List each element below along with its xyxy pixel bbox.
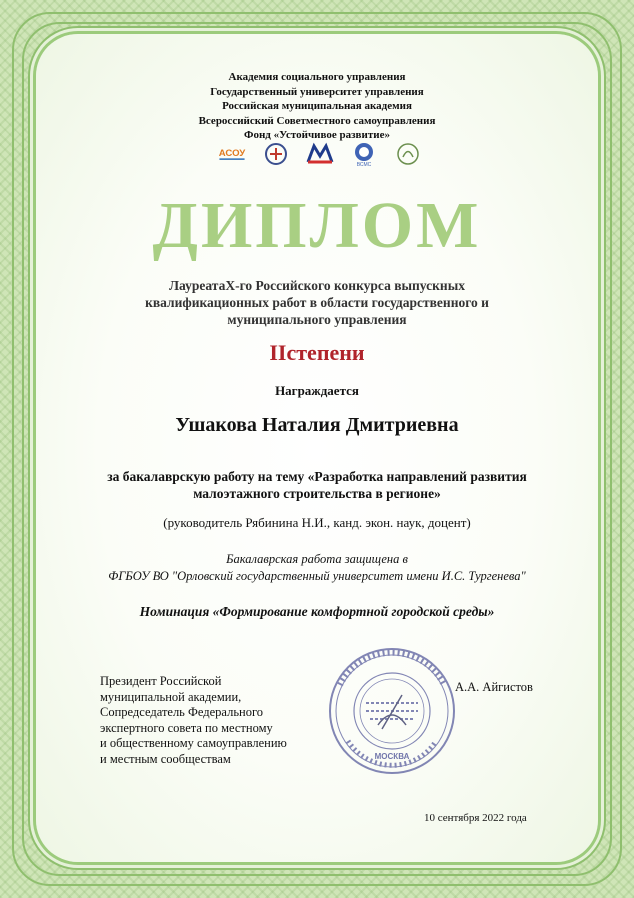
- guu-logo-icon: [259, 142, 293, 166]
- organization-name: Академия социального управления: [228, 71, 406, 83]
- stamp-city-text: МОСКВА: [374, 752, 410, 761]
- president-title-line: Сопредседатель Федерального: [100, 705, 264, 719]
- work-topic-line: за бакалаврскую работу на тему «Разработка направлений развития: [107, 469, 527, 484]
- work-topic-line: малоэтажного строительства в регионе»: [193, 486, 441, 501]
- president-title-line: муниципальной академии,: [100, 689, 242, 704]
- defended-line: Бакалаврская работа защищена в: [226, 552, 408, 566]
- president-title-line: и общественному самоуправлению: [100, 736, 287, 750]
- awarded-label: Награждается: [275, 383, 359, 398]
- president-title-line: и местным сообществам: [100, 751, 231, 766]
- president-title-line: Президент Российской: [100, 674, 222, 688]
- nomination-text: Номинация «Формирование комфортной городской среды»: [139, 604, 495, 619]
- vsms-logo-text: ВСМС: [356, 162, 372, 167]
- laureate-text: [0, 277, 634, 328]
- laureate-line: муниципального управления: [227, 312, 407, 327]
- organization-name: Всероссийский Советместного самоуправления: [198, 114, 436, 127]
- fund-logo-icon: [391, 142, 425, 166]
- signer-name: А.А. Айгистов: [455, 680, 533, 694]
- asou-logo-icon: [215, 142, 249, 166]
- work-topic: [0, 468, 634, 502]
- degree-label: IIстепени: [269, 340, 365, 365]
- award-date: 10 сентября 2022 года: [424, 812, 527, 824]
- official-stamp-icon: [326, 645, 458, 777]
- diploma-title: ДИПЛОМ: [152, 189, 482, 262]
- awardee-name: Ушакова Наталия Дмитриевна: [175, 414, 459, 436]
- organization-name: Государственный университет управления: [210, 85, 424, 98]
- organization-name: Фонд «Устойчивое развитие»: [244, 129, 390, 141]
- defended-line: ФГБОУ ВО "Орловский государственный университет имени И.С. Тургенева": [108, 569, 526, 583]
- supervisor-text: (руководитель Рябинина Н.И., канд. экон. наук, доцент): [163, 515, 471, 530]
- laureate-line: квалификационных работ в области государственного и: [145, 295, 489, 310]
- asou-logo-text: АСОУ: [218, 148, 246, 160]
- rma-logo-icon: [303, 142, 337, 166]
- president-title: [100, 674, 340, 767]
- laureate-line: ЛауреатаX-го Российского конкурса выпускных: [169, 278, 465, 293]
- president-title-line: экспертного совета по местному: [100, 720, 273, 735]
- vsms-logo-icon: [347, 142, 381, 166]
- logos-row: [215, 140, 425, 168]
- defended-text: [0, 551, 634, 585]
- organizations-list: [0, 70, 634, 143]
- organization-name: Российская муниципальная академия: [222, 100, 412, 112]
